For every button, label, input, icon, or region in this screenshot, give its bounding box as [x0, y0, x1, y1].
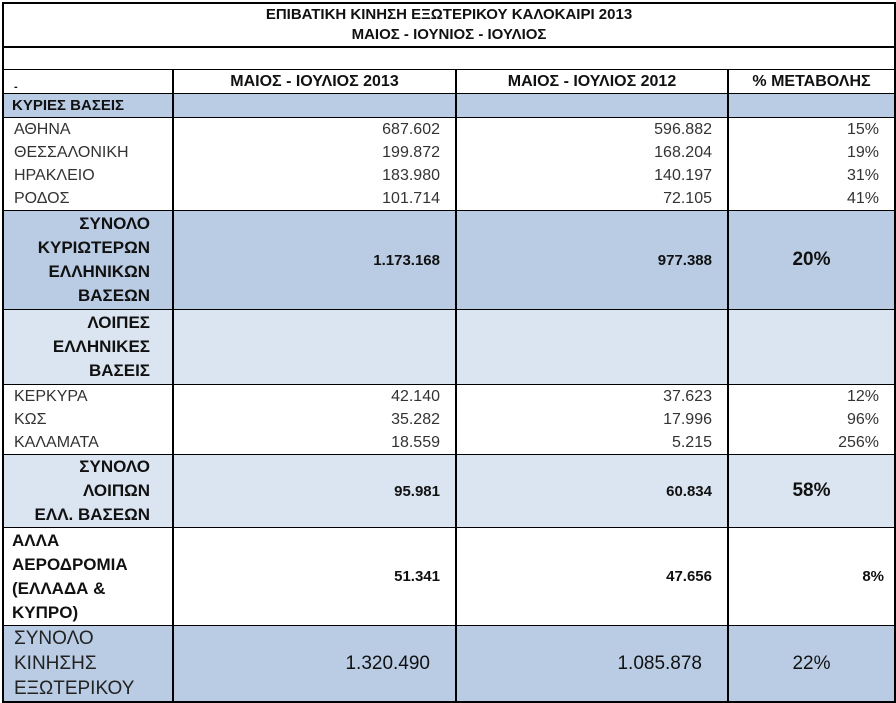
section-other-bases — [3, 310, 895, 385]
row-value-2013: 687.602 — [173, 118, 456, 142]
row-name: ΚΩΣ — [3, 408, 173, 431]
section-heading: ΚΥΡΙΕΣ ΒΑΣΕΙΣ — [3, 94, 173, 118]
row-name: ΚΑΛΑΜΑΤΑ — [3, 431, 173, 455]
blank-row — [3, 47, 895, 70]
subtotal-value-2012: 977.388 — [456, 211, 728, 310]
other-airports-row — [3, 528, 895, 626]
grand-total-row — [3, 626, 895, 703]
row-name: ΑΘΗΝΑ — [3, 118, 173, 142]
row-value-2013: 35.282 — [173, 408, 456, 431]
row-value-2012: 168.204 — [456, 141, 728, 164]
title-row — [3, 3, 895, 47]
subtotal-value-2012: 60.834 — [456, 455, 728, 528]
row-value-2012: 596.882 — [456, 118, 728, 142]
row-name: ΗΡΑΚΛΕΙΟ — [3, 164, 173, 187]
blank-cell — [3, 47, 895, 70]
subtotal-label: ΣΥΝΟΛΟ ΛΟΙΠΩΝ ΕΛΛ. ΒΑΣΕΩΝ — [3, 455, 173, 528]
row-change: 31% — [728, 164, 895, 187]
row-change: 15% — [728, 118, 895, 142]
grand-total-change: 22% — [728, 626, 895, 703]
header-2012: ΜΑΙΟΣ - ΙΟΥΛΙΟΣ 2012 — [456, 70, 728, 94]
row-change: 19% — [728, 141, 895, 164]
grand-total-label: ΣΥΝΟΛΟ ΚΙΝΗΣΗΣ ΕΞΩΤΕΡΙΚΟΥ — [3, 626, 173, 703]
header-2013: ΜΑΙΟΣ - ΙΟΥΛΙΟΣ 2013 — [173, 70, 456, 94]
title-line-1: ΕΠΙΒΑΤΙΚΗ ΚΙΝΗΣΗ ΕΞΩΤΕΡΙΚΟΥ ΚΑΛΟΚΑΙΡΙ 2013 — [265, 6, 633, 23]
header-row — [3, 70, 895, 94]
table-row — [3, 118, 895, 142]
title-line-2: ΜΑΙΟΣ - ΙΟΥΝΙΟΣ - ΙΟΥΛΙΟΣ — [351, 26, 547, 43]
row-name: ΡΟΔΟΣ — [3, 187, 173, 211]
grand-total-value-2012: 1.085.878 — [456, 626, 728, 703]
row-value-2012: 5.215 — [456, 431, 728, 455]
row-value-2013: 18.559 — [173, 431, 456, 455]
other-airports-change: 8% — [728, 528, 895, 626]
table-title — [3, 3, 895, 47]
row-value-2013: 199.872 — [173, 141, 456, 164]
row-change: 96% — [728, 408, 895, 431]
header-corner: - — [3, 70, 173, 94]
subtotal-main-bases — [3, 211, 895, 310]
other-airports-label: ΑΛΛΑ ΑΕΡΟΔΡΟΜΙΑ (ΕΛΛΑΔΑ & ΚΥΠΡΟ) — [3, 528, 173, 626]
row-value-2012: 37.623 — [456, 385, 728, 409]
table-row — [3, 164, 895, 187]
row-name: ΘΕΣΣΑΛΟΝΙΚΗ — [3, 141, 173, 164]
table-row — [3, 141, 895, 164]
row-value-2012: 72.105 — [456, 187, 728, 211]
subtotal-change: 20% — [728, 211, 895, 310]
row-value-2013: 101.714 — [173, 187, 456, 211]
row-value-2012: 17.996 — [456, 408, 728, 431]
row-change: 41% — [728, 187, 895, 211]
subtotal-value-2013: 1.173.168 — [173, 211, 456, 310]
table-row — [3, 187, 895, 211]
subtotal-label: ΣΥΝΟΛΟ ΚΥΡΙΩΤΕΡΩΝ ΕΛΛΗΝΙΚΩΝ ΒΑΣΕΩΝ — [3, 211, 173, 310]
table-row — [3, 385, 895, 409]
header-change: % ΜΕΤΑΒΟΛΗΣ — [728, 70, 895, 94]
subtotal-change: 58% — [728, 455, 895, 528]
section-main-bases — [3, 94, 895, 118]
row-value-2012: 140.197 — [456, 164, 728, 187]
row-value-2013: 183.980 — [173, 164, 456, 187]
passenger-traffic-table — [2, 2, 896, 703]
other-airports-value-2013: 51.341 — [173, 528, 456, 626]
section-heading: ΛΟΙΠΕΣ ΕΛΛΗΝΙΚΕΣ ΒΑΣΕΙΣ — [3, 310, 173, 385]
row-value-2013: 42.140 — [173, 385, 456, 409]
subtotal-value-2013: 95.981 — [173, 455, 456, 528]
table-row — [3, 408, 895, 431]
grand-total-value-2013: 1.320.490 — [173, 626, 456, 703]
subtotal-other-bases — [3, 455, 895, 528]
row-change: 12% — [728, 385, 895, 409]
table-row — [3, 431, 895, 455]
row-change: 256% — [728, 431, 895, 455]
other-airports-value-2012: 47.656 — [456, 528, 728, 626]
row-name: ΚΕΡΚΥΡΑ — [3, 385, 173, 409]
